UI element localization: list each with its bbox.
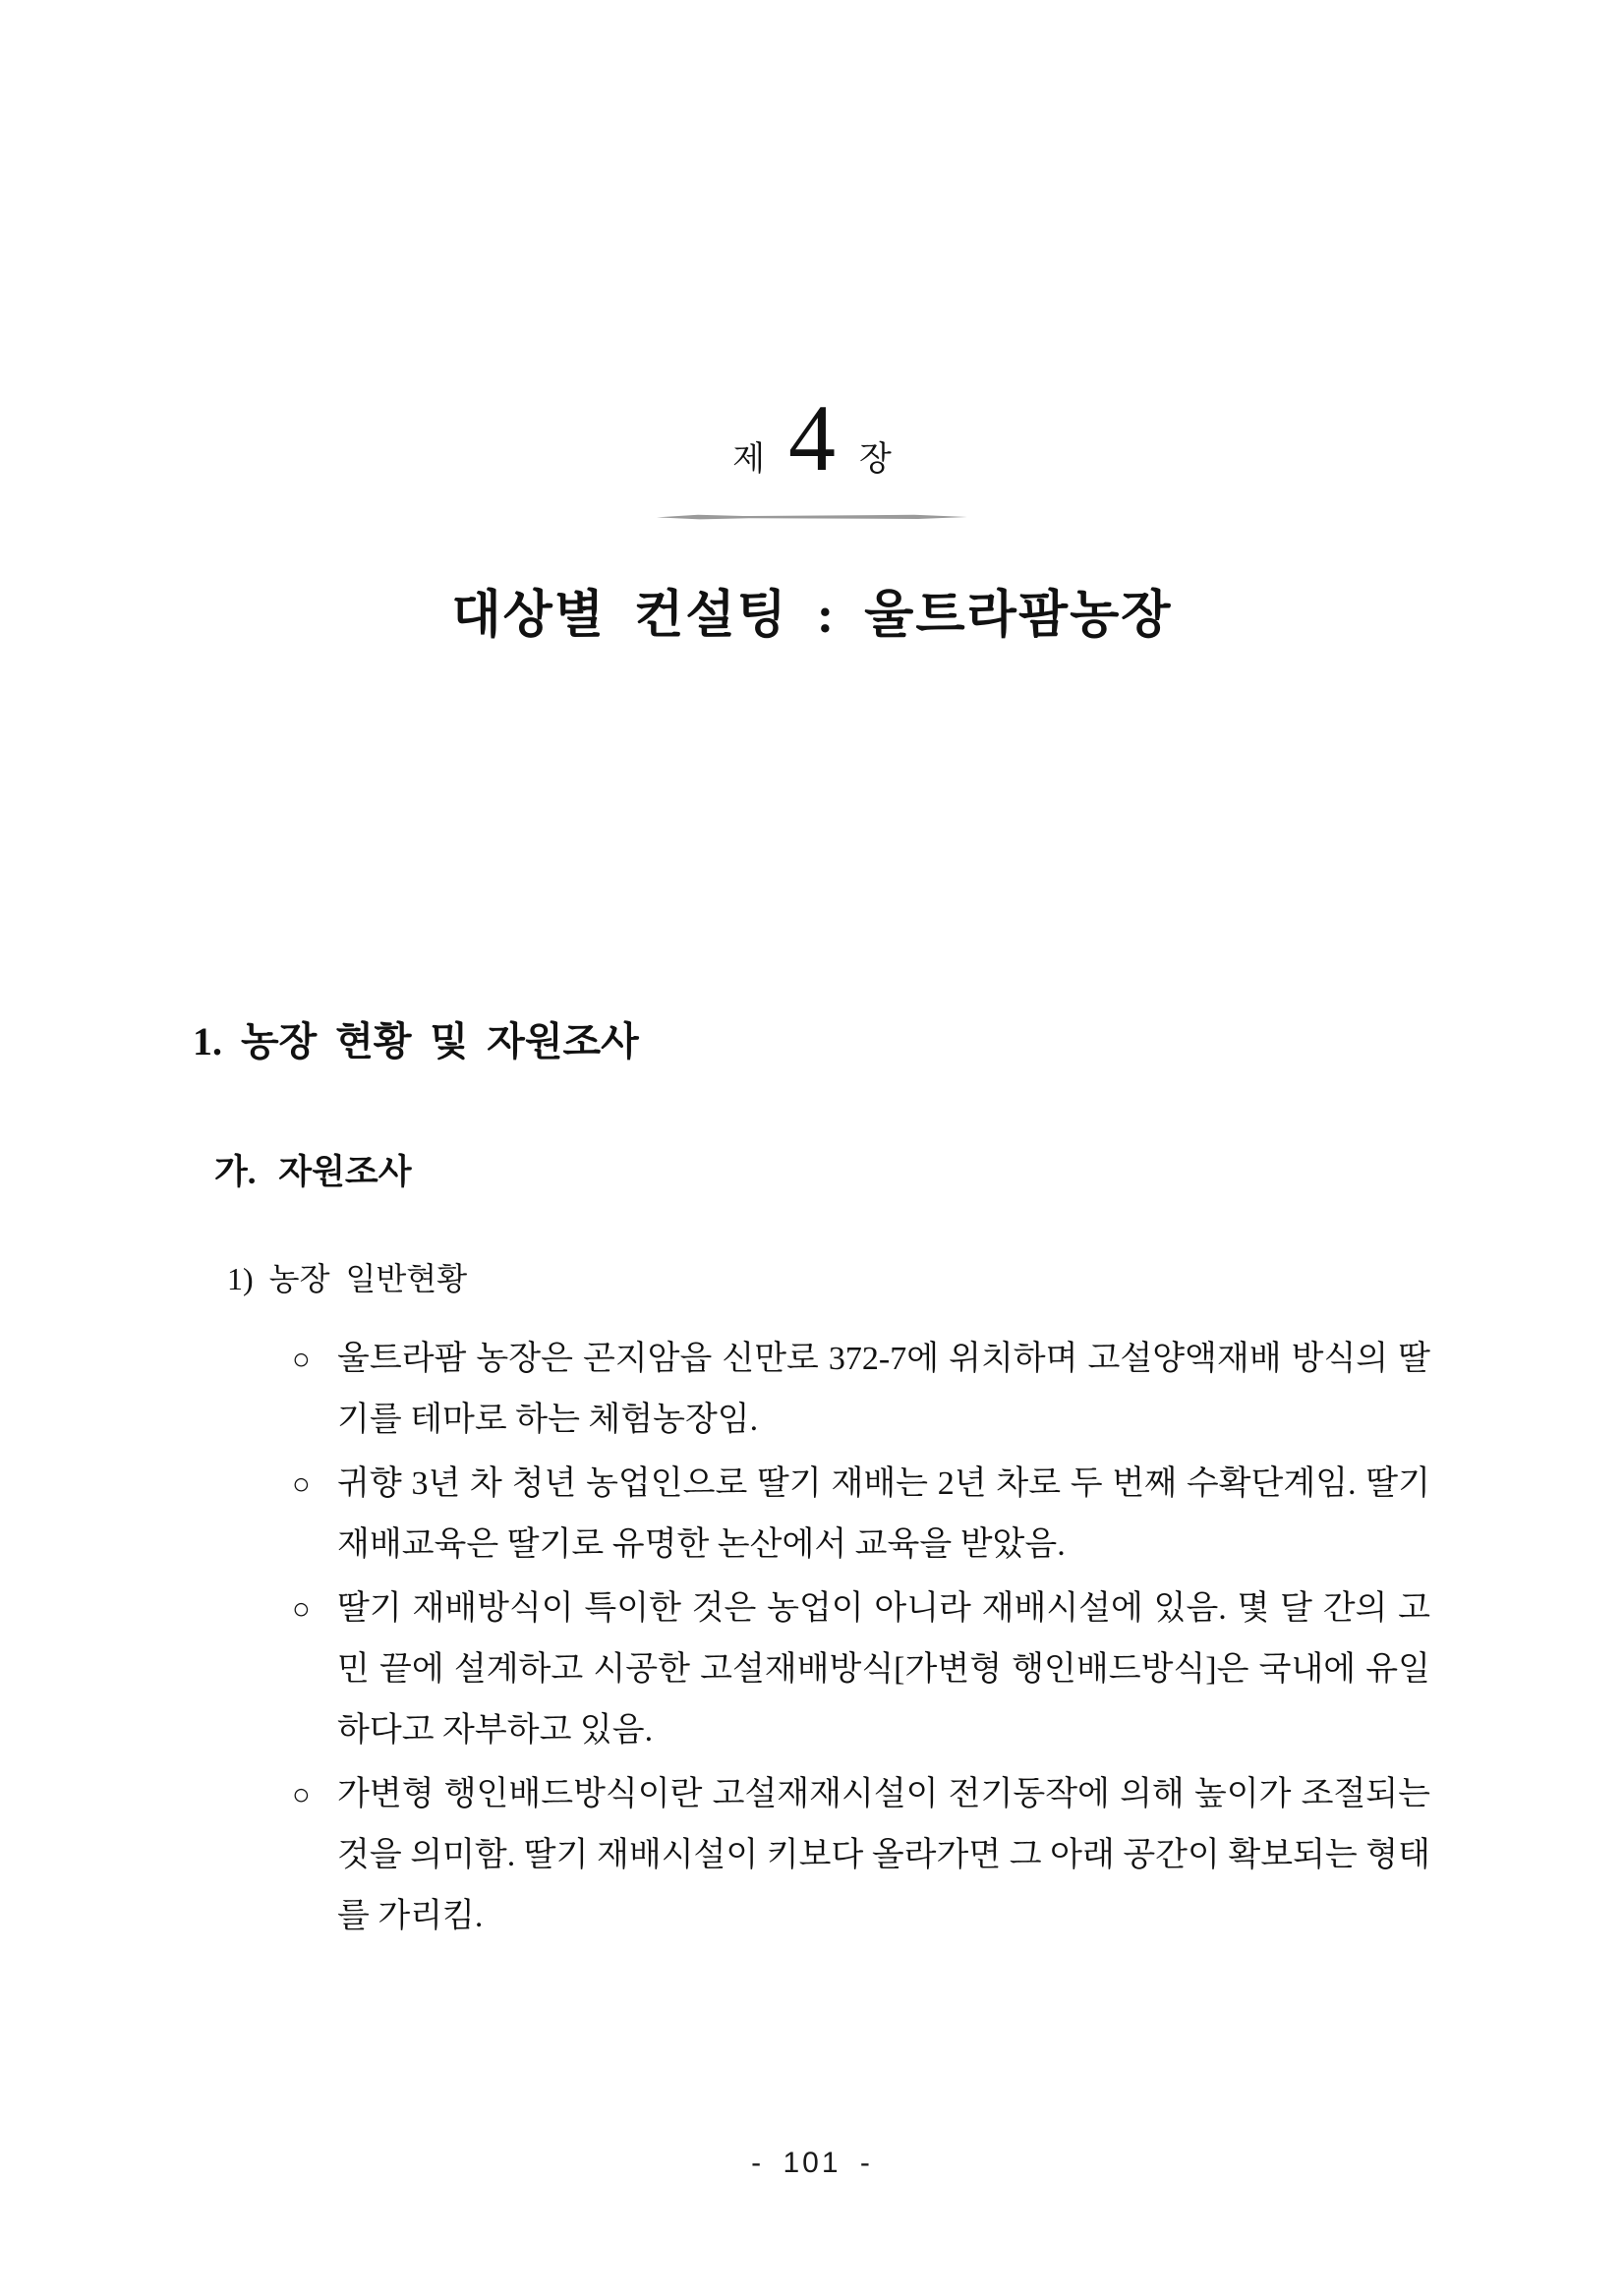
divider-line: [657, 512, 967, 522]
document-title: 대상별 컨설팅 : 울트라팜농장: [451, 588, 1173, 644]
bullet-text: 울트라팜 농장은 곤지암읍 신만로 372-7에 위치하며 고설양액재배 방식의 딸기를 테마로 하는 체험농장임.: [337, 1341, 1430, 1438]
bullet-text: 귀향 3년 차 청년 농업인으로 딸기 재배는 2년 차로 두 번째 수확단계임. 딸기 재배교육은 딸기로 유명한 논산에서 교육을 받았음.: [337, 1465, 1430, 1563]
bullet-text: 딸기 재배방식이 특이한 것은 농업이 아니라 재배시설에 있음. 몇 달 간의 고민 끝에 설계하고 시공한 고설재배방식[가변형 행인배드방식]은 국내에 유일하다고 자부하고 있음.: [337, 1590, 1430, 1749]
bullet-item: [292, 1764, 1430, 1947]
section-heading: 1. 농장 현황 및 자원조사: [193, 1019, 639, 1063]
subsection-heading: 가. 자원조사: [214, 1153, 412, 1191]
page-number: - 101 -: [751, 2147, 873, 2179]
bullet-list: [292, 1329, 1430, 1950]
bullet-item: [292, 1578, 1430, 1761]
list-heading: 1) 농장 일반현황: [227, 1261, 468, 1296]
bullet-item: [292, 1454, 1430, 1576]
chapter-number: 4: [788, 385, 836, 490]
chapter-heading: [0, 385, 1624, 490]
chapter-suffix: 장: [859, 441, 892, 478]
bullet-text: 가변형 행인배드방식이란 고설재재시설이 전기동작에 의해 높이가 조절되는 것을 의미함. 딸기 재배시설이 키보다 올라가면 그 아래 공간이 확보되는 형태를 가리킴.: [337, 1776, 1430, 1934]
bullet-circle-icon: ○: [292, 1777, 311, 1811]
bullet-circle-icon: ○: [292, 1466, 311, 1501]
chapter-prefix: 제: [732, 441, 765, 478]
bullet-circle-icon: ○: [292, 1591, 311, 1626]
divider-shape-icon: [657, 512, 967, 522]
bullet-item: [292, 1329, 1430, 1451]
bullet-circle-icon: ○: [292, 1342, 311, 1376]
